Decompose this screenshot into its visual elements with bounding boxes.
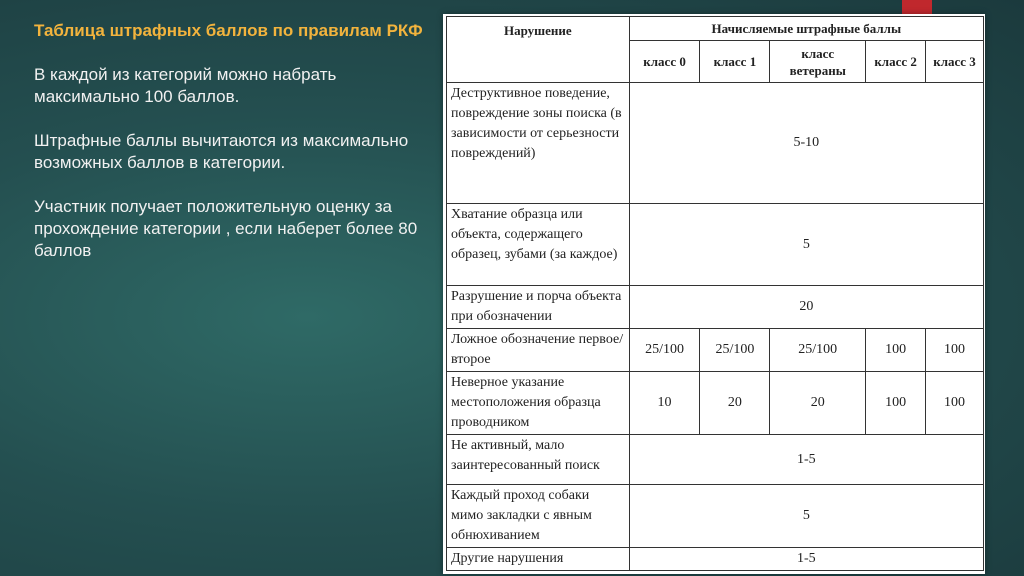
- table-row: [447, 329, 984, 372]
- penalty-cell: 25/100: [629, 329, 700, 372]
- table-row: [447, 435, 984, 485]
- table-row: [447, 372, 984, 435]
- penalty-cell: 5-10: [629, 83, 983, 204]
- table-row: [447, 83, 984, 204]
- penalty-cell: 1-5: [629, 435, 983, 485]
- penalty-cell: 100: [926, 372, 984, 435]
- header-penalties: Начисляемые штрафные баллы: [629, 17, 983, 41]
- violation-cell: Не активный, мало заинтересованный поиск: [447, 435, 630, 485]
- table-row: [447, 286, 984, 329]
- violation-cell: Хватание образца или объекта, содержащего образец, зубами (за каждое): [447, 204, 630, 286]
- violation-cell: Другие нарушения: [447, 548, 630, 571]
- penalty-cell: 20: [700, 372, 770, 435]
- penalty-table-image: [443, 14, 985, 574]
- accent-bar: [902, 0, 932, 14]
- table-row: [447, 204, 984, 286]
- header-class-veterans: класс ветераны: [770, 41, 866, 83]
- header-class-0: класс 0: [629, 41, 700, 83]
- paragraph-penalty-deduction: Штрафные баллы вычитаются из максимально возможных баллов в категории.: [34, 131, 409, 172]
- penalty-table: [446, 16, 984, 571]
- header-violation: Нарушение: [447, 17, 630, 83]
- penalty-cell: 10: [629, 372, 700, 435]
- slide-text: [34, 20, 429, 284]
- penalty-cell: 5: [629, 485, 983, 548]
- penalty-cell: 1-5: [629, 548, 983, 571]
- header-class-3: класс 3: [926, 41, 984, 83]
- penalty-cell: 5: [629, 204, 983, 286]
- penalty-cell: 25/100: [770, 329, 866, 372]
- penalty-cell: 100: [866, 329, 926, 372]
- penalty-cell: 20: [629, 286, 983, 329]
- penalty-cell: 100: [926, 329, 984, 372]
- violation-cell: Разрушение и порча объекта при обозначении: [447, 286, 630, 329]
- paragraph-max-score: В каждой из категорий можно набрать максимально 100 баллов.: [34, 65, 337, 106]
- table-row: [447, 485, 984, 548]
- header-class-2: класс 2: [866, 41, 926, 83]
- penalty-cell: 100: [866, 372, 926, 435]
- table-row: [447, 548, 984, 571]
- header-class-1: класс 1: [700, 41, 770, 83]
- slide-title: Таблица штрафных баллов по правилам РКФ: [34, 21, 423, 40]
- paragraph-passing-score: Участник получает положительную оценку за прохождение категории , если наберет более 80 баллов: [34, 197, 418, 260]
- violation-cell: Ложное обозначение первое/второе: [447, 329, 630, 372]
- violation-cell: Деструктивное поведение, повреждение зоны поиска (в зависимости от серьезности повреждений): [447, 83, 630, 204]
- penalty-cell: 25/100: [700, 329, 770, 372]
- penalty-cell: 20: [770, 372, 866, 435]
- violation-cell: Неверное указание местоположения образца проводником: [447, 372, 630, 435]
- violation-cell: Каждый проход собаки мимо закладки с явным обнюхиванием: [447, 485, 630, 548]
